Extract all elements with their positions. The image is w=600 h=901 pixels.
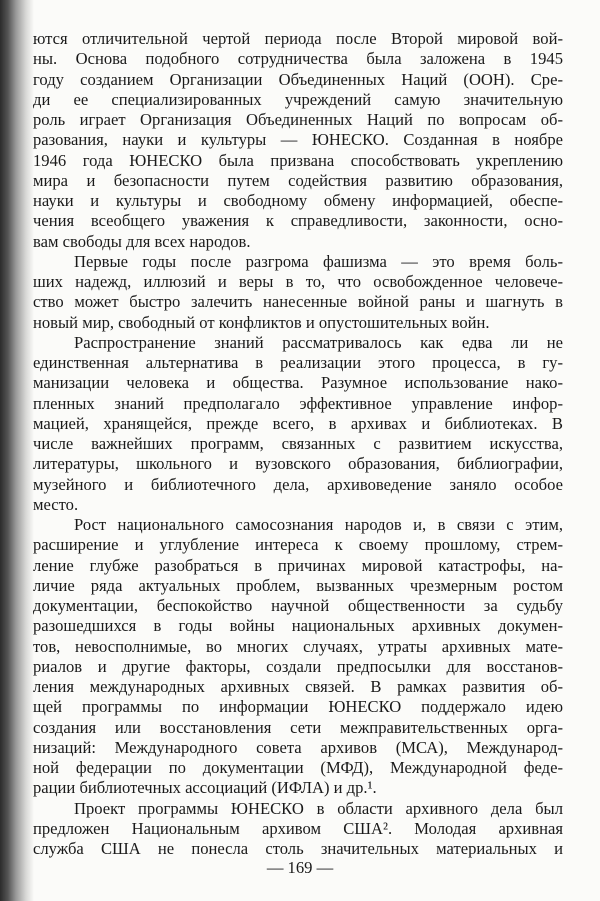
page-body-text bbox=[33, 29, 563, 859]
text-line: ются отличительной чертой периода после Второй мировой вой- bbox=[33, 29, 563, 48]
text-line: ления международных архивных связей. В рамках развития об- bbox=[33, 677, 563, 696]
text-line: риалов и другие факторы, создали предпосылки для восстанов- bbox=[33, 656, 563, 676]
text-line: Рост национального самосознания народов и, в связи с этим, bbox=[74, 515, 563, 534]
text-line: Проект программы ЮНЕСКО в области архивного дела был bbox=[74, 798, 563, 818]
paragraph bbox=[33, 252, 563, 333]
text-line: тов, невосполнимые, во многих случаях, утраты архивных мате- bbox=[33, 636, 563, 656]
paragraph bbox=[33, 799, 563, 860]
text-line: мира и безопасности путем содействия развитию образования, bbox=[33, 170, 563, 190]
text-line: разошедшихся в годы войны национальных архивных докумен- bbox=[33, 616, 563, 636]
text-line: служба США не понесла столь значительных материальных и bbox=[33, 839, 563, 858]
text-line: вам свободы для всех народов. bbox=[33, 231, 251, 251]
text-line: личие ряда актуальных проблем, вызванных чрезмерным ростом bbox=[33, 575, 563, 595]
page-number: — 169 — bbox=[266, 858, 334, 877]
text-line: предложен Национальным архивом США². Молодая архивная bbox=[33, 818, 563, 838]
text-line: литературы, школьного и вузовского образования, библиографии, bbox=[33, 454, 563, 474]
paragraph bbox=[33, 515, 563, 799]
paragraph bbox=[33, 333, 563, 515]
text-line: щей программы по информации ЮНЕСКО поддержало идею bbox=[33, 697, 563, 717]
text-line: ди ее специализированных учреждений самую значительную bbox=[33, 89, 563, 109]
text-line: разования, науки и культуры — ЮНЕСКО. Созданная в ноябре bbox=[33, 130, 563, 150]
text-line: числе важнейших программ, связанных с развитием искусства, bbox=[33, 434, 563, 453]
text-line: единственная альтернатива в реализации этого процесса, в гу- bbox=[33, 353, 563, 372]
text-line: ной федерации по документации (МФД), Международной феде- bbox=[33, 758, 563, 777]
book-binding-shadow bbox=[0, 0, 34, 901]
text-line: роль играет Организация Объединенных Наций по вопросам об- bbox=[33, 110, 563, 129]
text-line: ство может быстро залечить нанесенные войной раны и шагнуть в bbox=[33, 292, 563, 312]
text-line: Первые годы после разгрома фашизма — это время боль- bbox=[74, 251, 563, 271]
text-line: новый мир, свободный от конфликтов и опустошительных войн. bbox=[33, 312, 490, 332]
text-line: 1946 года ЮНЕСКО была призвана способствовать укреплению bbox=[33, 150, 563, 170]
text-line: ших надежд, иллюзий и веры в то, что освобожденное человече- bbox=[33, 272, 563, 291]
text-line: манизации человека и общества. Разумное использование нако- bbox=[33, 373, 563, 393]
text-line: рации библиотечных ассоциаций (ИФЛА) и др.¹. bbox=[33, 778, 377, 798]
text-line: науки и культуры и свободному обмену информацией, обеспе- bbox=[33, 191, 563, 210]
text-line: ны. Основа подобного сотрудничества была заложена в 1945 bbox=[33, 49, 563, 69]
text-line: ление глубже разобраться в причинах мировой катастрофы, на- bbox=[33, 555, 563, 575]
text-line: музейного и библиотечного дела, архивоведение заняло особое bbox=[33, 474, 563, 494]
text-line: низаций: Международного совета архивов (МСА), Международ- bbox=[33, 737, 563, 757]
text-line: документации, беспокойство научной общественности за судьбу bbox=[33, 596, 563, 615]
text-line: чения всеобщего уважения к справедливости, законности, осно- bbox=[33, 211, 563, 231]
text-line: пленных знаний предполагало эффективное управление инфор- bbox=[33, 393, 563, 413]
text-line: расширение и углубление интереса к своему прошлому, стрем- bbox=[33, 535, 563, 555]
text-line: мацией, хранящейся, прежде всего, в архивах и библиотеках. В bbox=[33, 413, 563, 433]
paragraph bbox=[33, 29, 563, 252]
text-line: Распространение знаний рассматривалось как едва ли не bbox=[74, 332, 563, 352]
text-line: году созданием Организации Объединенных Наций (ООН). Сре- bbox=[33, 69, 563, 89]
text-line: создания или восстановления сети межправительственных орга- bbox=[33, 717, 563, 737]
text-line: место. bbox=[33, 494, 79, 514]
